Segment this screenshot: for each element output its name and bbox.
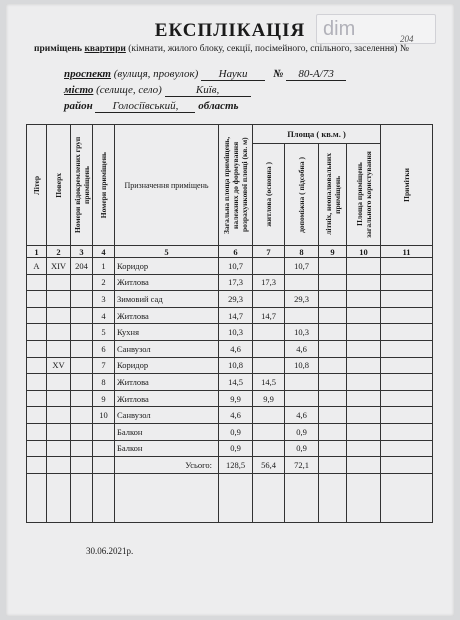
cell-purpose: Житлова [115,390,219,407]
cell-empty [381,291,433,308]
cell-living: 9,9 [253,390,285,407]
header-floor: Поверх [47,125,71,246]
cell-aux: 29,3 [285,291,319,308]
cell-group [71,307,93,324]
cell-empty [381,258,433,275]
cell-aux: 0,9 [285,423,319,440]
col-num: 3 [71,246,93,258]
cell-group [71,324,93,341]
building-number: 80-А/73 [286,68,346,81]
cell-group [71,357,93,374]
col-num: 6 [219,246,253,258]
cell-purpose: Зимовий сад [115,291,219,308]
cell-living [253,357,285,374]
cell-aux: 4,6 [285,407,319,424]
watermark-logo: dim [316,14,436,44]
cell-empty [347,374,381,391]
cell-aux [285,307,319,324]
cell-purpose: Житлова [115,374,219,391]
address-street-line: проспект (вулиця, провулок) Науки № 80-А/73 [64,68,346,81]
cell-liter [27,291,47,308]
cell-living [253,258,285,275]
table-row [27,357,433,374]
cell-liter [27,440,47,457]
cell-empty [319,357,347,374]
cell-total: 10,7 [219,258,253,275]
col-num: 5 [115,246,219,258]
table-row [27,440,433,457]
cell-living [253,440,285,457]
col-num: 2 [47,246,71,258]
cell-purpose: Житлова [115,274,219,291]
header-common-area: Площа приміщень загального користування [347,144,381,246]
city-value: Київ, [165,84,251,97]
cell-floor [47,423,71,440]
cell-total: 9,9 [219,390,253,407]
cell-floor: XV [47,357,71,374]
cell-floor [47,374,71,391]
cell-living [253,340,285,357]
cell-group [71,390,93,407]
cell-empty [381,440,433,457]
cell-floor: XIV [47,258,71,275]
cell-aux: 0,9 [285,440,319,457]
cell-empty [347,340,381,357]
table-row [27,407,433,424]
cell-empty [319,274,347,291]
header-group-no: Номери відокремлених груп приміщень [71,125,93,246]
cell-liter [27,407,47,424]
cell-total: 14,5 [219,374,253,391]
table-row [27,390,433,407]
cell-liter [27,340,47,357]
cell-total: 0,9 [219,423,253,440]
document-title: ЕКСПЛІКАЦІЯ [154,20,306,41]
district-value: Голосіївський, [95,100,195,113]
cell-liter [27,274,47,291]
cell-total: 4,6 [219,407,253,424]
cell-empty [319,390,347,407]
header-living-area: житлова (основна ) [253,144,285,246]
header-purpose: Призначення приміщень [115,125,219,246]
cell-empty [319,258,347,275]
cell-aux: 10,8 [285,357,319,374]
total-area-sum: 128,5 [219,457,253,474]
cell-purpose: Балкон [115,440,219,457]
cell-purpose: Санвузол [115,340,219,357]
cell-living: 17,3 [253,274,285,291]
cell-num: 5 [93,324,115,341]
cell-purpose: Коридор [115,258,219,275]
cell-empty [381,357,433,374]
cell-floor [47,407,71,424]
col-num: 11 [381,246,433,258]
cell-liter [27,324,47,341]
cell-total: 29,3 [219,291,253,308]
cell-num: 3 [93,291,115,308]
cell-empty [381,374,433,391]
cell-aux: 4,6 [285,340,319,357]
cell-aux [285,274,319,291]
cell-empty [319,307,347,324]
cell-purpose: Санвузол [115,407,219,424]
cell-liter [27,390,47,407]
cell-num: 2 [93,274,115,291]
cell-empty [381,340,433,357]
col-num: 4 [93,246,115,258]
cell-group [71,274,93,291]
cell-group [71,440,93,457]
cell-num: 10 [93,407,115,424]
cell-floor [47,340,71,357]
header-summer-area: літніх, неопалювальних приміщень [319,144,347,246]
cell-purpose: Житлова [115,307,219,324]
cell-living: 14,7 [253,307,285,324]
cell-num: 9 [93,390,115,407]
cell-empty [347,440,381,457]
table-row [27,307,433,324]
cell-group [71,291,93,308]
cell-total: 4,6 [219,340,253,357]
living-area-sum: 56,4 [253,457,285,474]
cell-empty [347,407,381,424]
col-num: 9 [319,246,347,258]
cell-empty [319,440,347,457]
cell-num [93,440,115,457]
cell-liter: А [27,258,47,275]
cell-empty [319,407,347,424]
cell-aux: 10,7 [285,258,319,275]
table-row [27,324,433,341]
cell-liter [27,374,47,391]
header-aux-area: допоміжна ( підсобна ) [285,144,319,246]
cell-floor [47,440,71,457]
street-value: Науки [201,68,265,81]
cell-living [253,407,285,424]
col-num: 7 [253,246,285,258]
header-total-area: Загальна площа приміщень, належних до формування розрахункової площі (кв. м) [219,125,253,246]
cell-living [253,324,285,341]
cell-total: 0,9 [219,440,253,457]
cell-empty [347,307,381,324]
cell-purpose: Балкон [115,423,219,440]
cell-empty [319,324,347,341]
cell-empty [347,324,381,341]
cell-floor [47,390,71,407]
cell-num: 7 [93,357,115,374]
cell-group: 204 [71,258,93,275]
cell-empty [381,390,433,407]
cell-floor [47,307,71,324]
cell-num: 8 [93,374,115,391]
cell-empty [347,423,381,440]
cell-floor [47,291,71,308]
cell-aux [285,374,319,391]
cell-empty [347,258,381,275]
header-area-group: Площа ( кв.м. ) [253,125,381,144]
table-row [27,340,433,357]
cell-num: 4 [93,307,115,324]
cell-aux [285,390,319,407]
table-row [27,374,433,391]
col-num: 8 [285,246,319,258]
cell-empty [347,274,381,291]
cell-num [93,423,115,440]
cell-group [71,374,93,391]
cell-empty [347,390,381,407]
cell-total: 17,3 [219,274,253,291]
cell-empty [381,324,433,341]
table-row [27,423,433,440]
address-district-line: район Голосіївський, область [64,100,239,112]
aux-area-sum: 72,1 [285,457,319,474]
blank-row [27,473,433,522]
apartment-number: 204 [400,34,414,44]
column-numbers-row [27,246,433,258]
cell-empty [319,374,347,391]
explication-table [26,124,433,523]
cell-empty [381,423,433,440]
col-num: 10 [347,246,381,258]
cell-empty [347,291,381,308]
cell-empty [347,357,381,374]
header-room-no: Номери приміщень [93,125,115,246]
cell-living [253,423,285,440]
cell-total: 14,7 [219,307,253,324]
header-notes: Примітки [381,125,433,246]
cell-living: 14,5 [253,374,285,391]
cell-empty [381,274,433,291]
col-num: 1 [27,246,47,258]
cell-group [71,340,93,357]
total-label: Усього: [115,457,219,474]
cell-num: 6 [93,340,115,357]
cell-num: 1 [93,258,115,275]
cell-empty [381,407,433,424]
cell-purpose: Коридор [115,357,219,374]
address-city-line: місто (селище, село) Київ, [64,84,251,97]
document-subtitle: приміщень квартири (кімнати, жилого блоку, секції, посімейного, спільного, заселення) № [34,44,409,54]
table-row [27,274,433,291]
cell-aux: 10,3 [285,324,319,341]
cell-liter [27,357,47,374]
cell-liter [27,307,47,324]
cell-liter [27,423,47,440]
table-row [27,291,433,308]
cell-empty [319,423,347,440]
cell-floor [47,324,71,341]
cell-empty [381,307,433,324]
document-date: 30.06.2021р. [86,546,134,556]
table-row [27,258,433,275]
cell-group [71,423,93,440]
cell-group [71,407,93,424]
cell-empty [319,291,347,308]
cell-empty [319,340,347,357]
total-row [27,457,433,474]
cell-total: 10,3 [219,324,253,341]
cell-floor [47,274,71,291]
cell-purpose: Кухня [115,324,219,341]
cell-total: 10,8 [219,357,253,374]
cell-living [253,291,285,308]
header-liter: Літер [27,125,47,246]
